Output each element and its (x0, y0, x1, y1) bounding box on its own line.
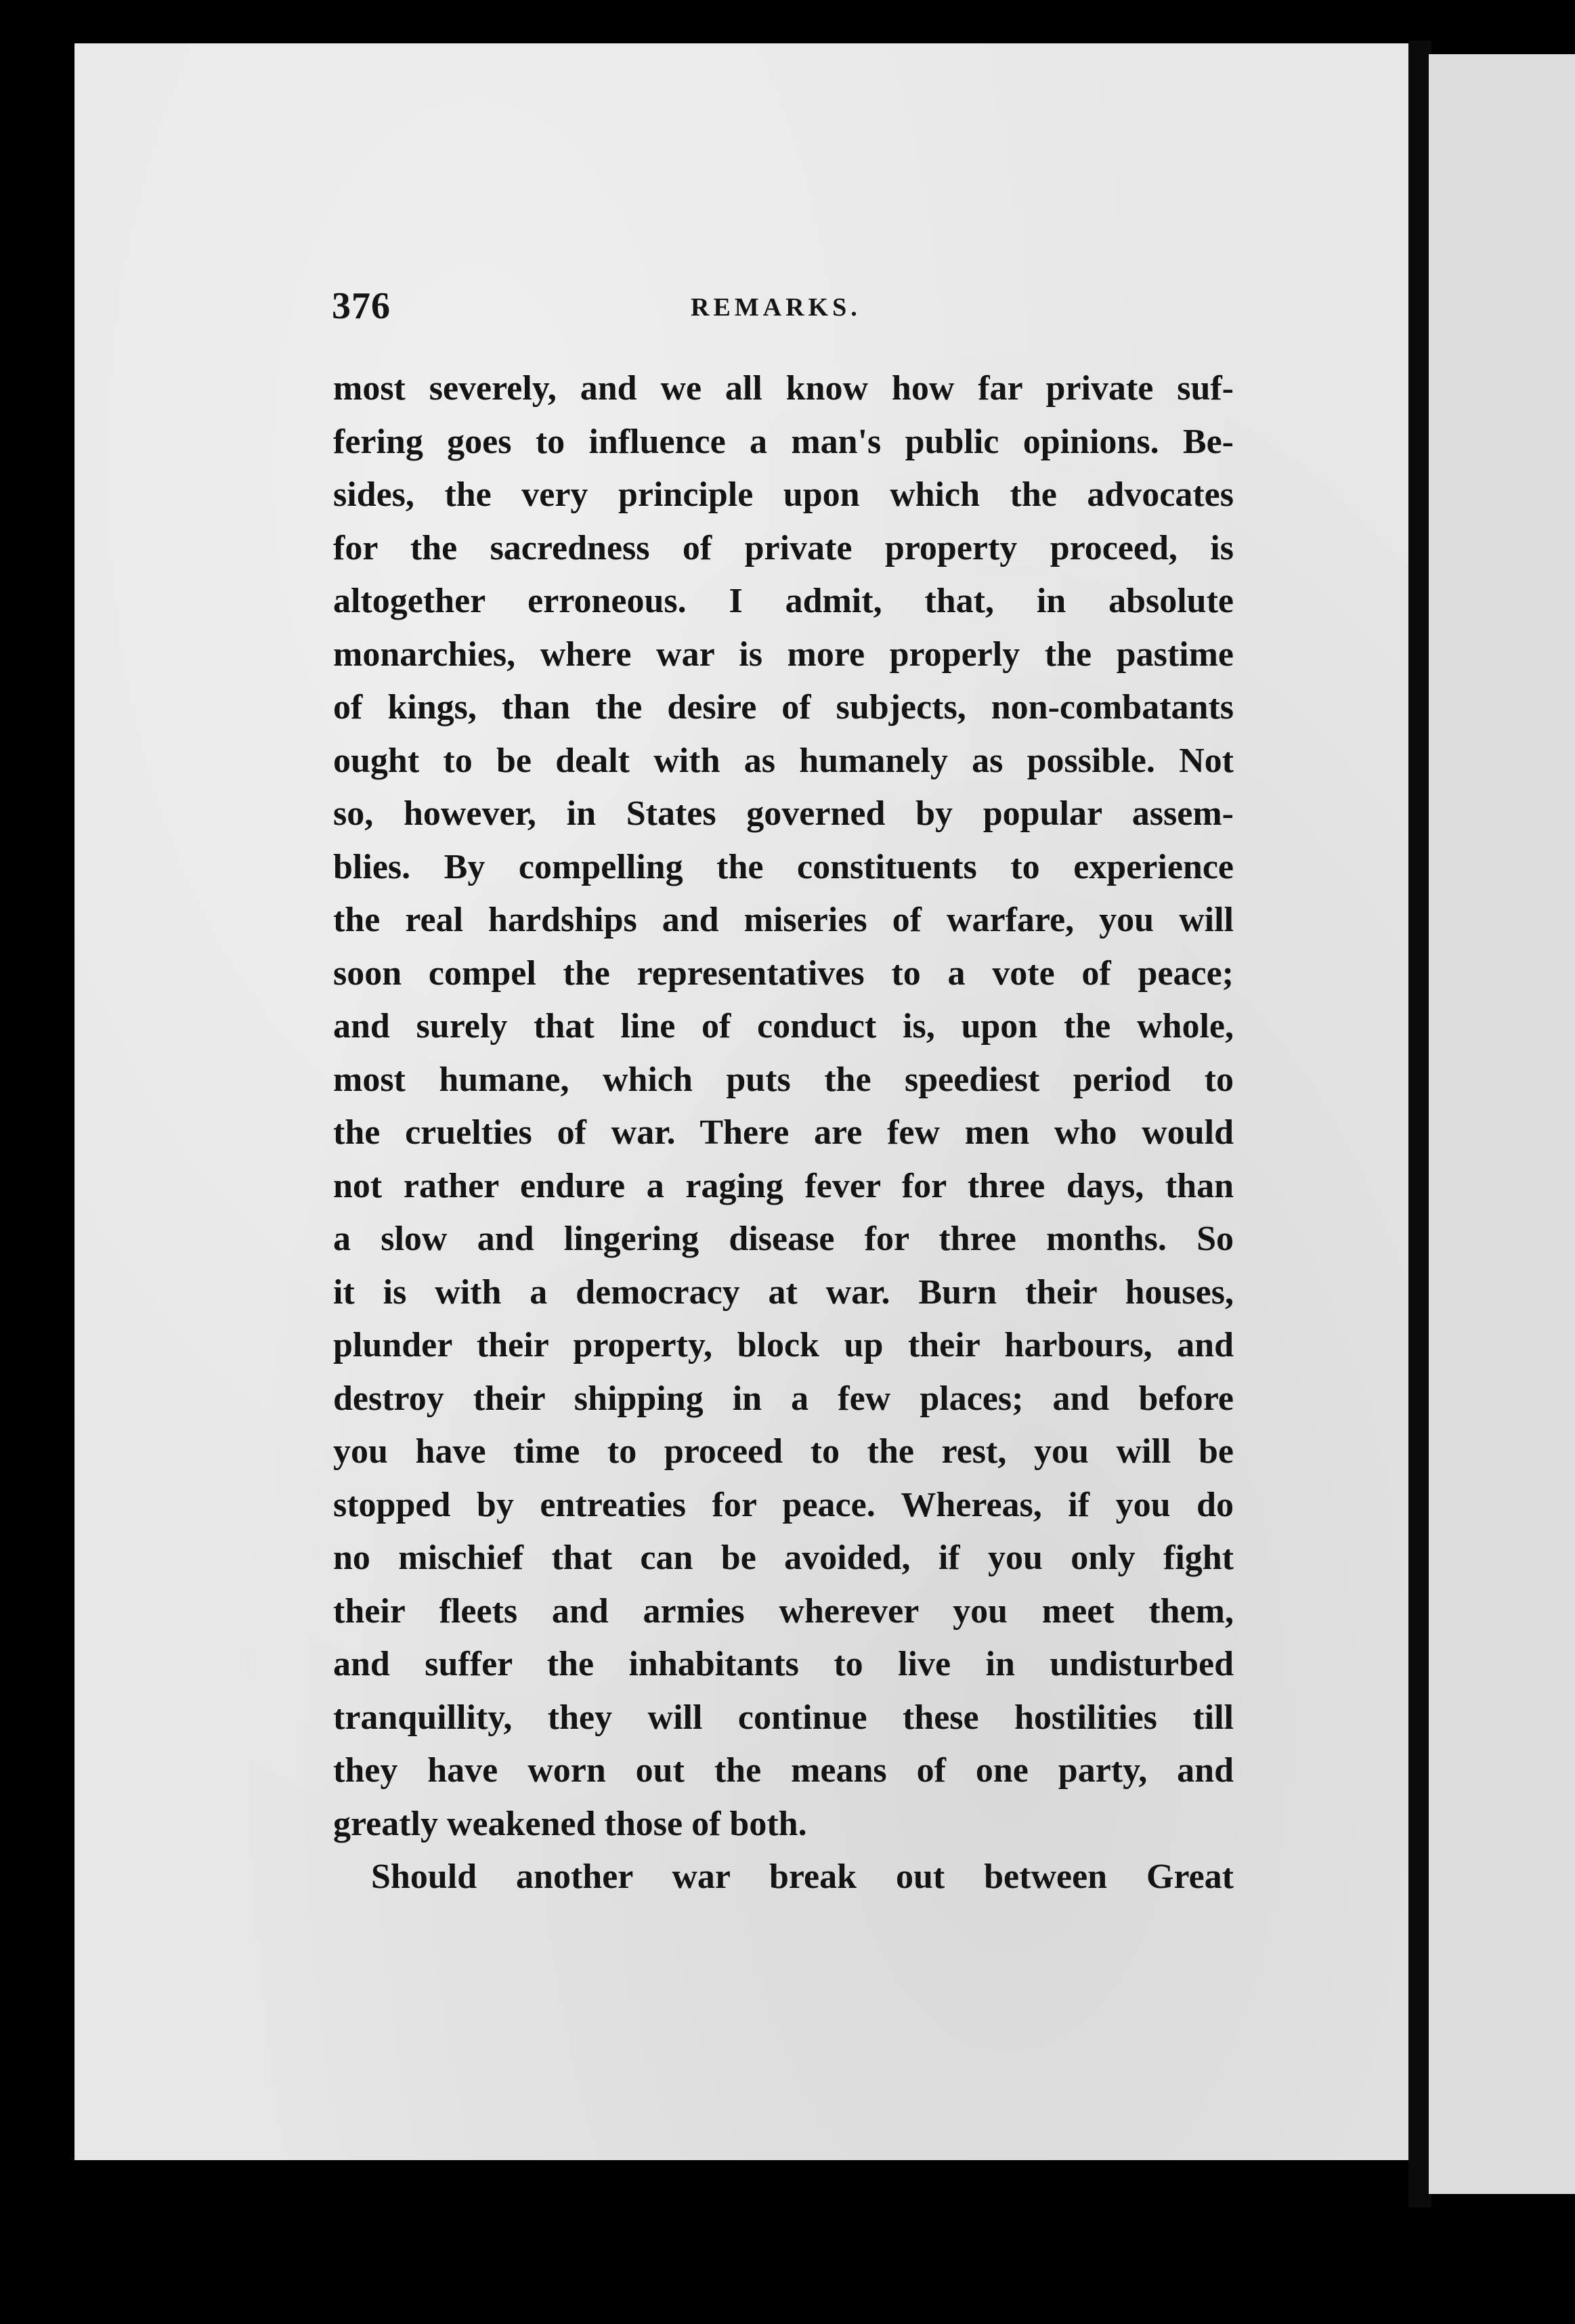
text-line: altogether erroneous. I admit, that, in absolute (333, 582, 1234, 620)
text-line: and surely that line of conduct is, upon the whole, (333, 1007, 1234, 1046)
text-line: of kings, than the desire of subjects, non-combatants (333, 688, 1234, 727)
text-line: the real hardships and miseries of warfare, you will (333, 901, 1234, 939)
text-line: blies. By compelling the constituents to experience (333, 847, 1234, 886)
text-line: Should another war break out between Great (371, 1857, 1234, 1896)
text-line: most severely, and we all know how far private suf- (333, 369, 1234, 408)
text-line: it is with a democracy at war. Burn their houses, (333, 1272, 1234, 1312)
text-line: they have worn out the means of one party, and (333, 1751, 1234, 1790)
text-line: and suffer the inhabitants to live in undisturbed (333, 1645, 1234, 1683)
text-line: their fleets and armies wherever you meet them, (333, 1591, 1234, 1631)
text-line: tranquillity, they will continue these hostilities till (333, 1698, 1234, 1737)
text-line: stopped by entreaties for peace. Whereas, if you do (333, 1485, 1234, 1524)
text-line: so, however, in States governed by popular assem- (333, 794, 1234, 833)
text-line: a slow and lingering disease for three months. So (333, 1220, 1234, 1258)
text-line: sides, the very principle upon which the advocates (333, 475, 1234, 514)
text-line: plunder their property, block up their harbours, and (333, 1326, 1234, 1364)
text-line: fering goes to influence a man's public opinions. Be- (333, 422, 1234, 461)
text-line: the cruelties of war. There are few men who would (333, 1113, 1234, 1152)
text-line: monarchies, where war is more properly the pastime (333, 634, 1234, 674)
text-line: for the sacredness of private property proceed, is (333, 528, 1234, 567)
page-number: 376 (332, 285, 391, 327)
facing-page-edge (1429, 54, 1575, 2194)
page-header (332, 284, 1226, 332)
text-line: greatly weakened those of both. (333, 1804, 807, 1843)
text-line: most humane, which puts the speediest period to (333, 1060, 1234, 1099)
text-line: soon compel the representatives to a vote of peace; (333, 953, 1234, 993)
text-line: destroy their shipping in a few places; and before (333, 1379, 1234, 1418)
text-line: not rather endure a raging fever for three days, than (333, 1166, 1234, 1205)
text-line: no mischief that can be avoided, if you only fight (333, 1538, 1234, 1577)
body-text (333, 362, 1234, 1904)
text-line: you have time to proceed to the rest, you will be (333, 1432, 1234, 1471)
text-line: ought to be dealt with as humanely as possible. Not (333, 741, 1234, 780)
running-head: REMARKS. (691, 293, 861, 322)
book-gutter (1408, 41, 1431, 2208)
